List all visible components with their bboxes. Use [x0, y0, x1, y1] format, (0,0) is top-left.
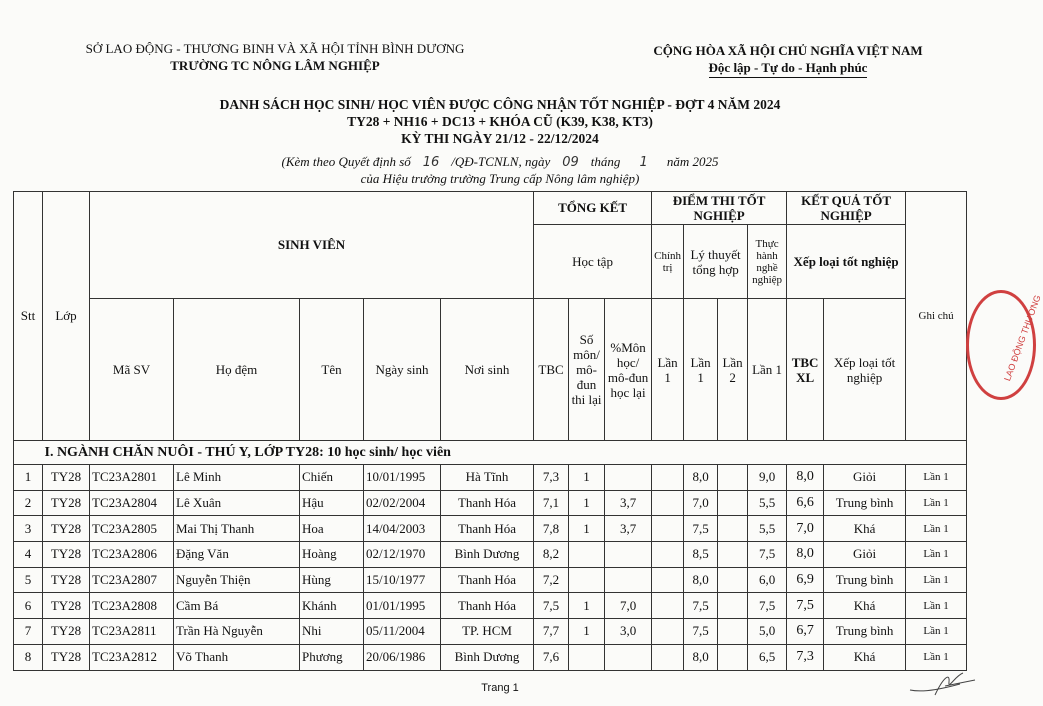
row-dob: 15/10/1977 — [364, 567, 441, 593]
row-class: TY28 — [43, 567, 90, 593]
row-dob: 02/02/2004 — [364, 490, 441, 516]
row-tbc-xl: 8,0 — [787, 465, 824, 491]
title-line-3: KỲ THI NGÀY 21/12 - 22/12/2024 — [401, 131, 599, 146]
row-retake-pct — [605, 567, 652, 593]
row-pob: TP. HCM — [441, 619, 534, 645]
row-stt: 1 — [14, 465, 43, 491]
header-class: Lớp — [43, 192, 90, 441]
row-dob: 01/01/1995 — [364, 593, 441, 619]
row-note: Lần 1 — [906, 619, 967, 645]
row-retake-pct: 7,0 — [605, 593, 652, 619]
row-surname: Mai Thị Thanh — [174, 516, 300, 542]
row-surname: Lê Minh — [174, 465, 300, 491]
row-rank: Giỏi — [824, 542, 906, 568]
header-student: SINH VIÊN — [90, 192, 534, 299]
row-tbc: 7,8 — [534, 516, 569, 542]
row-tbc-xl: 6,9 — [787, 567, 824, 593]
row-class: TY28 — [43, 644, 90, 670]
header-pob: Nơi sinh — [441, 299, 534, 441]
row-student-id: TC23A2806 — [90, 542, 174, 568]
row-retake-count: 1 — [569, 619, 605, 645]
row-practice: 7,5 — [748, 542, 787, 568]
row-rank: Trung bình — [824, 490, 906, 516]
document-title — [0, 96, 1000, 147]
row-politics — [652, 490, 684, 516]
header-student-id: Mã SV — [90, 299, 174, 441]
row-class: TY28 — [43, 490, 90, 516]
row-tbc: 7,3 — [534, 465, 569, 491]
header-right — [628, 42, 948, 78]
row-dob: 20/06/1986 — [364, 644, 441, 670]
row-retake-count: 1 — [569, 490, 605, 516]
header-practice: Thực hành nghề nghiệp — [748, 225, 787, 299]
graduation-table — [13, 191, 967, 671]
row-stt: 7 — [14, 619, 43, 645]
row-stt: 2 — [14, 490, 43, 516]
row-tbc-xl: 7,5 — [787, 593, 824, 619]
row-theory-1: 7,0 — [684, 490, 718, 516]
row-name: Hùng — [300, 567, 364, 593]
decision-line-2: của Hiệu trưởng trường Trung cấp Nông lâm nghiệp) — [360, 171, 640, 186]
table-row — [14, 619, 967, 645]
header-politics: Chính trị — [652, 225, 684, 299]
row-tbc: 7,1 — [534, 490, 569, 516]
row-class: TY28 — [43, 593, 90, 619]
row-retake-pct: 3,0 — [605, 619, 652, 645]
row-student-id: TC23A2808 — [90, 593, 174, 619]
row-surname: Võ Thanh — [174, 644, 300, 670]
row-name: Hoàng — [300, 542, 364, 568]
row-surname: Trần Hà Nguyễn — [174, 619, 300, 645]
row-theory-1: 8,0 — [684, 465, 718, 491]
row-retake-count — [569, 542, 605, 568]
header-theory-attempt-1: Lần 1 — [684, 299, 718, 441]
row-rank: Giỏi — [824, 465, 906, 491]
stamp-text: LAO ĐỘNG THƯƠNG — [1002, 293, 1043, 383]
row-note: Lần 1 — [906, 490, 967, 516]
row-practice: 9,0 — [748, 465, 787, 491]
header-tbc: TBC — [534, 299, 569, 441]
row-surname: Lê Xuân — [174, 490, 300, 516]
row-theory-2 — [718, 542, 748, 568]
row-note: Lần 1 — [906, 567, 967, 593]
row-practice: 6,0 — [748, 567, 787, 593]
row-practice: 5,0 — [748, 619, 787, 645]
row-theory-2 — [718, 593, 748, 619]
header-study: Học tập — [534, 225, 652, 299]
header-practice-attempt: Lần 1 — [748, 299, 787, 441]
row-name: Hậu — [300, 490, 364, 516]
header-left — [60, 40, 490, 74]
row-retake-pct: 3,7 — [605, 490, 652, 516]
row-retake-count: 1 — [569, 593, 605, 619]
row-tbc-xl: 8,0 — [787, 542, 824, 568]
row-tbc-xl: 6,7 — [787, 619, 824, 645]
row-politics — [652, 619, 684, 645]
row-stt: 6 — [14, 593, 43, 619]
title-line-2: TY28 + NH16 + DC13 + KHÓA CŨ (K39, K38, KT3) — [347, 114, 653, 129]
row-stt: 5 — [14, 567, 43, 593]
section-title: I. NGÀNH CHĂN NUÔI - THÚ Y, LỚP TY28: 10 học sinh/ học viên — [43, 441, 967, 465]
row-tbc-xl: 7,0 — [787, 516, 824, 542]
table-row — [14, 567, 967, 593]
row-practice: 7,5 — [748, 593, 787, 619]
row-theory-1: 8,0 — [684, 644, 718, 670]
row-student-id: TC23A2804 — [90, 490, 174, 516]
row-tbc-xl: 7,3 — [787, 644, 824, 670]
row-theory-2 — [718, 644, 748, 670]
row-student-id: TC23A2805 — [90, 516, 174, 542]
title-line-1: DANH SÁCH HỌC SINH/ HỌC VIÊN ĐƯỢC CÔNG NHẬN TỐT NGHIỆP - ĐỢT 4 NĂM 2024 — [219, 97, 781, 112]
header-result: KẾT QUẢ TỐT NGHIỆP — [787, 192, 906, 225]
decision-number: 16 — [422, 155, 440, 170]
header-summary: TỔNG KẾT — [534, 192, 652, 225]
row-rank: Trung bình — [824, 567, 906, 593]
row-name: Nhi — [300, 619, 364, 645]
row-theory-2 — [718, 619, 748, 645]
row-student-id: TC23A2811 — [90, 619, 174, 645]
row-student-id: TC23A2807 — [90, 567, 174, 593]
row-retake-pct — [605, 465, 652, 491]
row-politics — [652, 465, 684, 491]
row-retake-pct — [605, 542, 652, 568]
row-tbc-xl: 6,6 — [787, 490, 824, 516]
table-row — [14, 465, 967, 491]
header-rank: Xếp loại tốt nghiệp — [824, 299, 906, 441]
table-row — [14, 644, 967, 670]
header-theory: Lý thuyết tổng hợp — [684, 225, 748, 299]
table-row — [14, 542, 967, 568]
row-tbc: 7,6 — [534, 644, 569, 670]
row-politics — [652, 644, 684, 670]
row-rank: Trung bình — [824, 619, 906, 645]
row-dob: 05/11/2004 — [364, 619, 441, 645]
decision-day: 09 — [562, 155, 579, 170]
row-stt: 8 — [14, 644, 43, 670]
row-note: Lần 1 — [906, 516, 967, 542]
header-retake-pct: %Môn học/ mô-đun học lại — [605, 299, 652, 441]
header-stt: Stt — [14, 192, 43, 441]
row-pob: Bình Dương — [441, 542, 534, 568]
row-retake-count — [569, 567, 605, 593]
row-practice: 5,5 — [748, 516, 787, 542]
row-practice: 6,5 — [748, 644, 787, 670]
row-name: Chiến — [300, 465, 364, 491]
row-theory-2 — [718, 490, 748, 516]
row-tbc: 7,2 — [534, 567, 569, 593]
table-row — [14, 490, 967, 516]
row-dob: 10/01/1995 — [364, 465, 441, 491]
row-student-id: TC23A2812 — [90, 644, 174, 670]
decision-prefix: (Kèm theo Quyết định số — [281, 154, 411, 169]
row-tbc: 8,2 — [534, 542, 569, 568]
row-theory-1: 7,5 — [684, 516, 718, 542]
row-stt: 4 — [14, 542, 43, 568]
decision-reference — [0, 154, 1000, 187]
row-politics — [652, 567, 684, 593]
decision-mid: /QĐ-TCNLN, ngày — [451, 154, 551, 169]
row-surname: Cầm Bá — [174, 593, 300, 619]
row-rank: Khá — [824, 644, 906, 670]
row-pob: Bình Dương — [441, 644, 534, 670]
header-name: Tên — [300, 299, 364, 441]
row-tbc: 7,5 — [534, 593, 569, 619]
row-stt: 3 — [14, 516, 43, 542]
row-rank: Khá — [824, 516, 906, 542]
row-theory-2 — [718, 516, 748, 542]
header-rank-title: Xếp loại tốt nghiệp — [787, 225, 906, 299]
row-note: Lần 1 — [906, 465, 967, 491]
row-student-id: TC23A2801 — [90, 465, 174, 491]
row-rank: Khá — [824, 593, 906, 619]
row-politics — [652, 593, 684, 619]
row-name: Phương — [300, 644, 364, 670]
decision-month-label: tháng — [590, 154, 621, 169]
row-theory-2 — [718, 567, 748, 593]
row-dob: 02/12/1970 — [364, 542, 441, 568]
organization-name: SỞ LAO ĐỘNG - THƯƠNG BINH VÀ XÃ HỘI TỈNH BÌNH DƯƠNG — [85, 41, 465, 56]
row-theory-1: 8,0 — [684, 567, 718, 593]
row-class: TY28 — [43, 542, 90, 568]
row-theory-1: 8,5 — [684, 542, 718, 568]
table-row — [14, 593, 967, 619]
header-note: Ghi chú — [906, 192, 967, 441]
header-theory-attempt-2: Lần 2 — [718, 299, 748, 441]
row-tbc: 7,7 — [534, 619, 569, 645]
row-theory-1: 7,5 — [684, 593, 718, 619]
row-retake-pct: 3,7 — [605, 516, 652, 542]
row-pob: Thanh Hóa — [441, 490, 534, 516]
row-note: Lần 1 — [906, 542, 967, 568]
school-name: TRƯỜNG TC NÔNG LÂM NGHIỆP — [170, 58, 380, 73]
header-surname: Họ đệm — [174, 299, 300, 441]
row-pob: Thanh Hóa — [441, 593, 534, 619]
row-retake-pct — [605, 644, 652, 670]
header-tbc-xl: TBC XL — [787, 299, 824, 441]
row-surname: Nguyễn Thiện — [174, 567, 300, 593]
row-politics — [652, 516, 684, 542]
row-pob: Hà Tĩnh — [441, 465, 534, 491]
decision-month: 1 — [639, 155, 648, 170]
row-class: TY28 — [43, 516, 90, 542]
nation-name: CỘNG HÒA XÃ HỘI CHỦ NGHĨA VIỆT NAM — [653, 43, 923, 58]
row-class: TY28 — [43, 465, 90, 491]
row-pob: Thanh Hóa — [441, 567, 534, 593]
row-class: TY28 — [43, 619, 90, 645]
header-politics-attempt: Lần 1 — [652, 299, 684, 441]
row-name: Hoa — [300, 516, 364, 542]
page-number: Trang 1 — [481, 682, 519, 694]
header-retake-count: Số môn/ mô-đun thi lại — [569, 299, 605, 441]
decision-year: năm 2025 — [666, 154, 719, 169]
row-practice: 5,5 — [748, 490, 787, 516]
row-theory-2 — [718, 465, 748, 491]
row-retake-count: 1 — [569, 465, 605, 491]
row-pob: Thanh Hóa — [441, 516, 534, 542]
row-theory-1: 7,5 — [684, 619, 718, 645]
header-dob: Ngày sinh — [364, 299, 441, 441]
row-retake-count — [569, 644, 605, 670]
row-note: Lần 1 — [906, 593, 967, 619]
row-note: Lần 1 — [906, 644, 967, 670]
official-stamp — [966, 290, 1043, 400]
row-name: Khánh — [300, 593, 364, 619]
national-motto: Độc lập - Tự do - Hạnh phúc — [709, 59, 868, 78]
row-politics — [652, 542, 684, 568]
table-row — [14, 516, 967, 542]
row-dob: 14/04/2003 — [364, 516, 441, 542]
row-surname: Đặng Văn — [174, 542, 300, 568]
header-exam: ĐIỂM THI TỐT NGHIỆP — [652, 192, 787, 225]
row-retake-count: 1 — [569, 516, 605, 542]
